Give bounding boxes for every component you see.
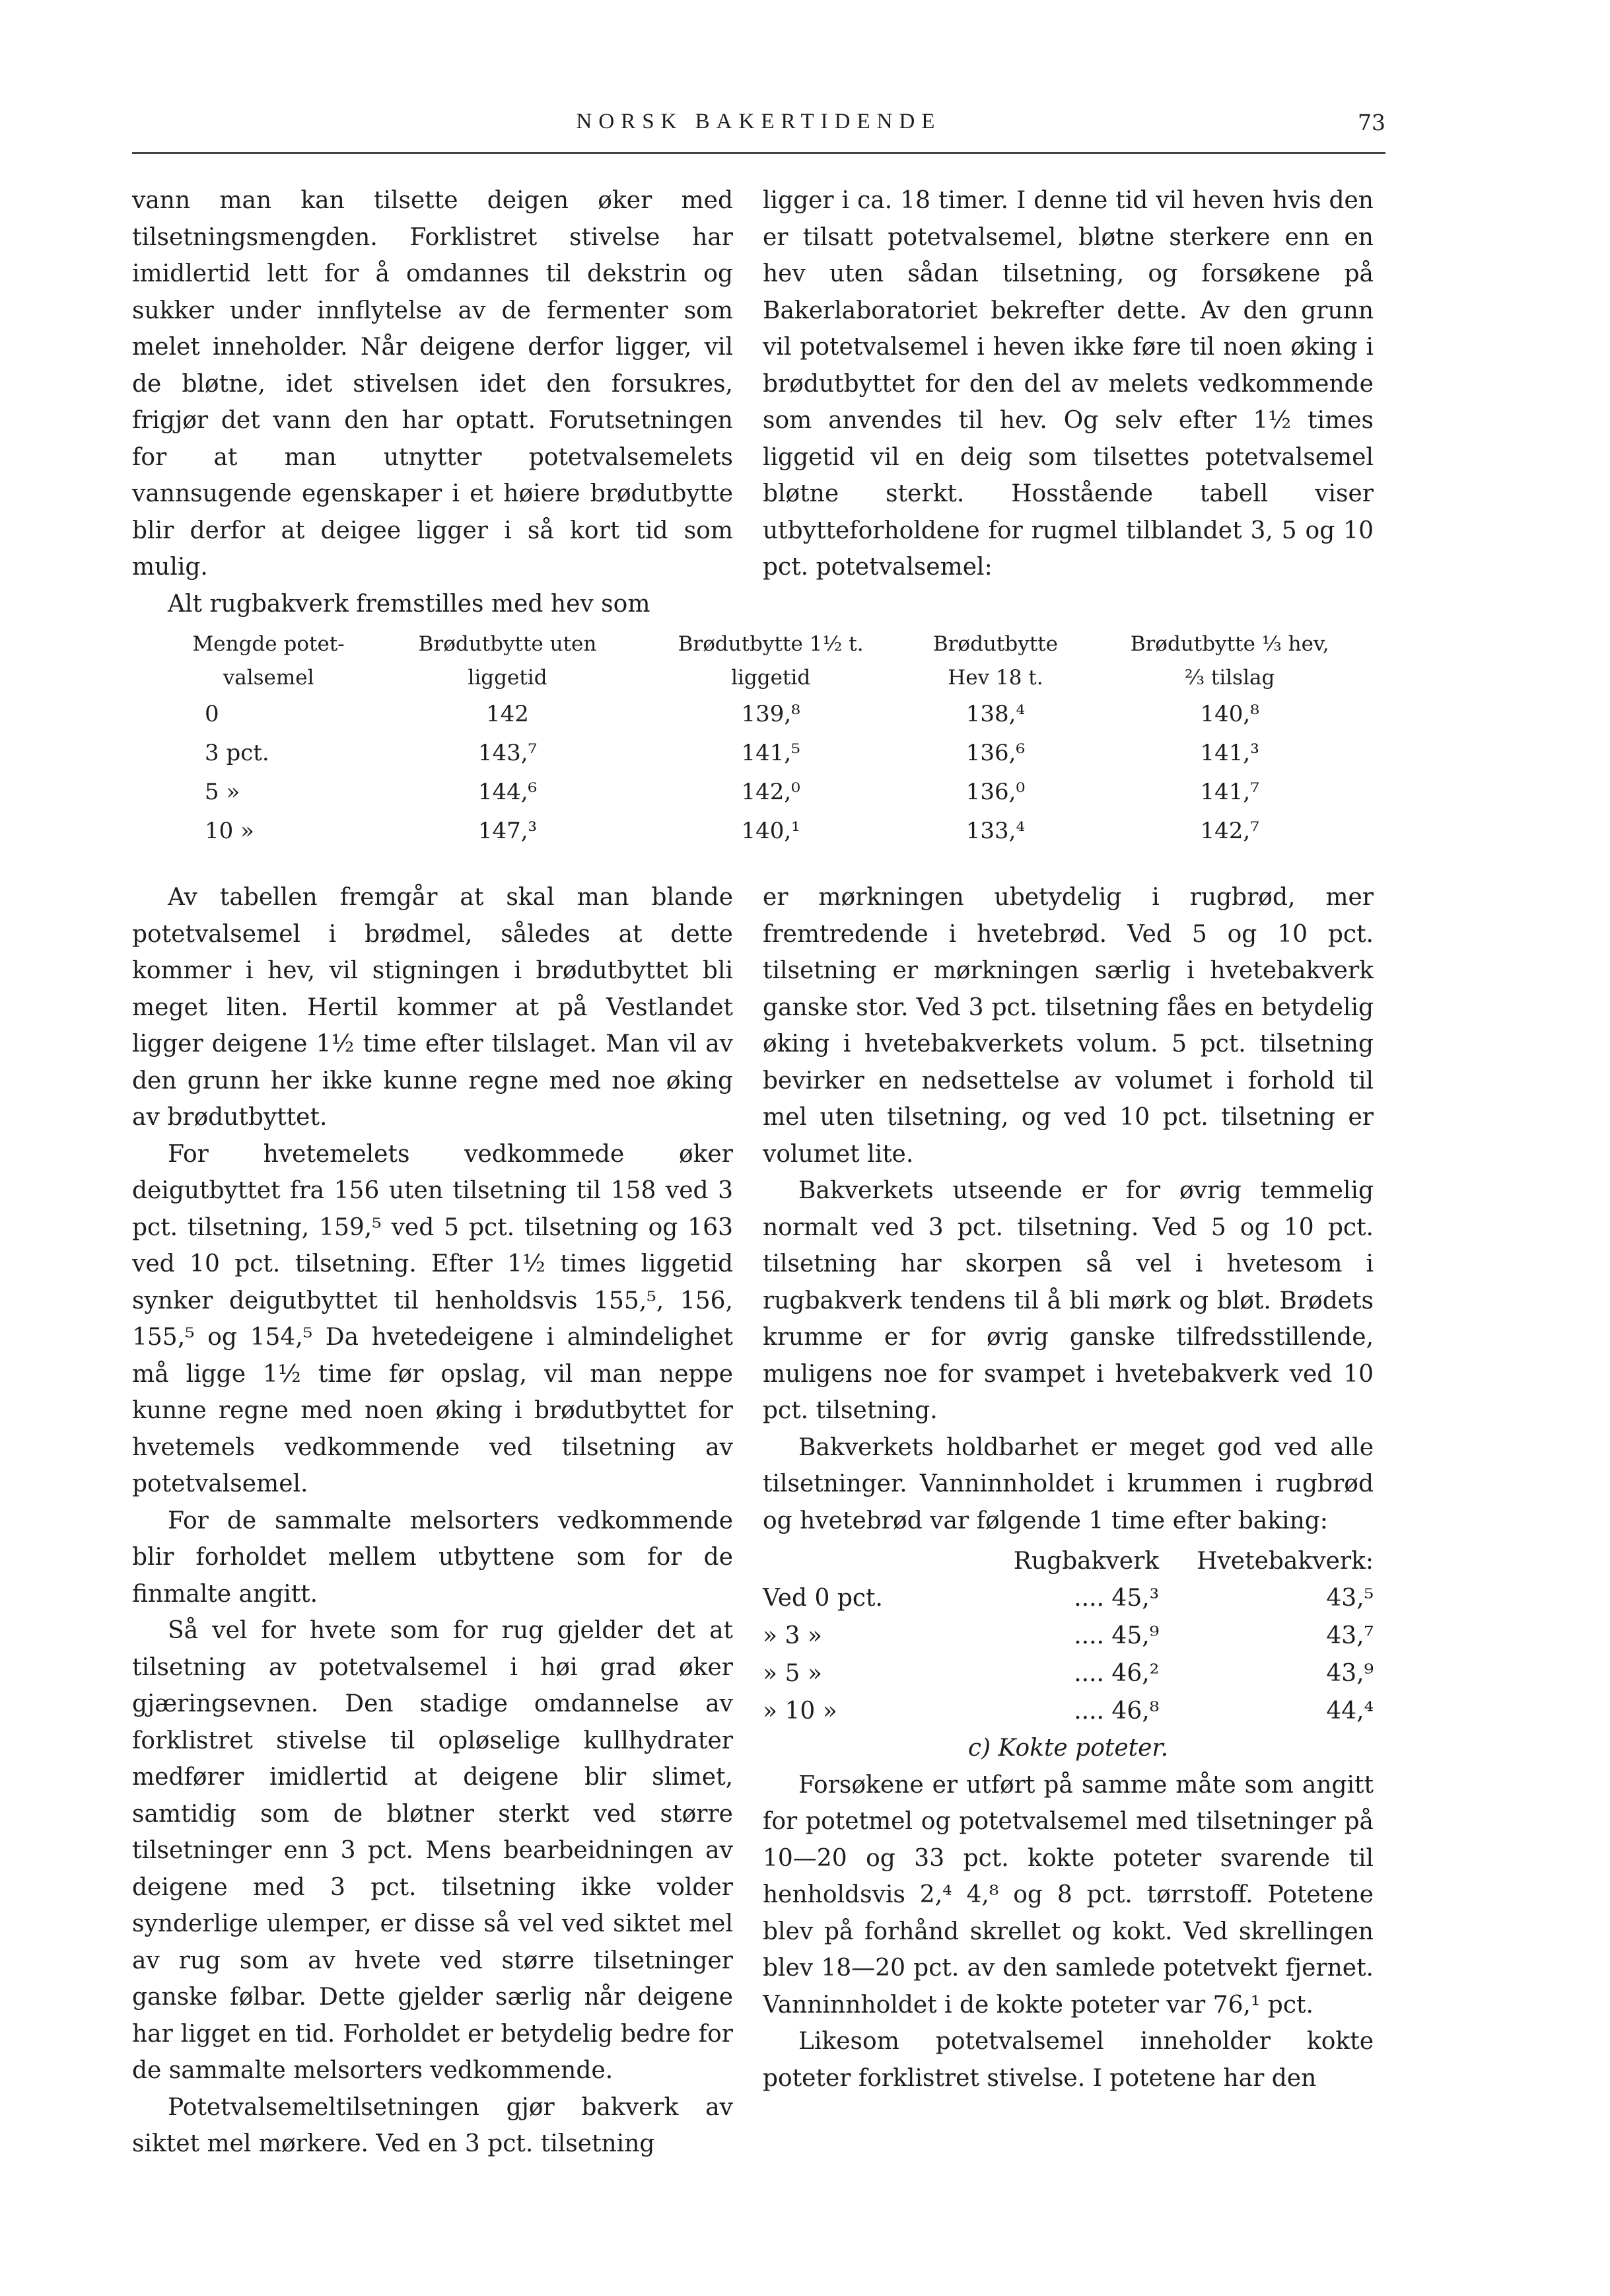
table-cell: 10 » <box>205 818 254 844</box>
table-header-row <box>158 628 1374 661</box>
header-cell: Hev 18 t. <box>948 666 1043 690</box>
table-cell: 136,⁰ <box>965 779 1026 805</box>
running-title: NORSK BAKERTIDENDE <box>576 110 942 133</box>
paragraph: Forsøkene er utført på samme måte som angitt for potetmel og potetvalsemel med tilsetninger på 10—20 og 33 pct. kokte poteter svarende til henholdsvis 2,⁴ 4,⁸ og 8 pct. tørrstoff. Potetene blev på forhånd skrellet og kokt. Ved skrellingen blev 18—20 pct. av den samlede potetvekt fjernet. Vanninnholdet i de kokte poteter var 76,¹ pct. <box>763 1771 1374 2019</box>
table-row <box>158 773 1374 812</box>
left-column-bottom <box>132 879 733 2163</box>
table-cell: 138,⁴ <box>965 701 1026 727</box>
right-column-bottom <box>763 879 1374 2097</box>
table-cell: .... 45,⁹ <box>1074 1622 1160 1649</box>
right-column-top <box>763 182 1374 586</box>
paragraph: Bakverkets utseende er for øvrig temmelig normalt ved 3 pct. tilsetning. Ved 5 og 10 pct. tilsetning har skorpen så vel i hvetesom i rugbakverk tendens til å bli mørk og bløt. Brødets krumme er for øvrig ganske tilfredsstillende, muligens noe for svampet i hvetebakverk ved 10 pct. tilsetning. <box>763 1177 1374 1424</box>
table-cell: 144,⁶ <box>477 779 538 805</box>
paragraph: Bakverkets holdbarhet er meget god ved alle tilsetninger. Vanninnholdet i krummen i rugbrød og hvetebrød var følgende 1 time efter baking: <box>763 1433 1374 1534</box>
water-content-table <box>763 1543 1374 1730</box>
table-cell: 143,⁷ <box>477 740 538 766</box>
table-cell: 43,⁹ <box>1326 1660 1374 1687</box>
table-row <box>763 1617 1374 1655</box>
left-column-top <box>132 182 733 622</box>
paragraph: Alt rugbakverk fremstilles med hev som <box>168 590 650 618</box>
table-cell: 140,¹ <box>741 818 800 844</box>
paragraph: For de sammalte melsorters vedkommende blir forholdet mellem utbyttene som for de finmalte angitt. <box>132 1507 733 1608</box>
header-cell: Brødutbytte uten <box>418 632 597 656</box>
header-cell: ⅔ tilslag <box>1184 666 1275 690</box>
table-cell: 141,⁷ <box>1200 779 1259 805</box>
header-cell: liggetid <box>468 666 547 690</box>
header-cell: Brødutbytte <box>932 632 1058 656</box>
header-cell: Rugbakverk <box>1013 1548 1160 1575</box>
table-cell: .... 46,⁸ <box>1074 1698 1160 1725</box>
section-heading: c) Kokte poteter. <box>967 1735 1169 1762</box>
page-header <box>132 110 1385 154</box>
header-cell: Mengde potet- <box>192 632 345 656</box>
table-cell: 43,⁷ <box>1326 1622 1374 1649</box>
table-cell: 140,⁸ <box>1200 701 1259 727</box>
paragraph: Så vel for hvete som for rug gjelder det at tilsetning av potetvalsemel i høi grad øker gjæringsevnen. Den stadige omdannelse av forklistret stivelse til opløselige kullhydrater medfører imidlertid at deigene blir slimet, samtidig som de bløtner sterkt ved større tilsetninger enn 3 pct. Mens bearbeidningen av deigene med 3 pct. tilsetning ikke volder synderlige ulemper, er disse så vel ved siktet mel av rug som av hvete ved større tilsetninger ganske følbar. Dette gjelder særlig når deigene har ligget en tid. Forholdet er betydelig bedre for de sammalte melsorters vedkommende. <box>132 1617 733 2084</box>
table-cell: » 10 » <box>763 1698 837 1725</box>
table-cell: 133,⁴ <box>965 818 1026 844</box>
table-header-row <box>763 1543 1374 1579</box>
table-row <box>763 1579 1374 1617</box>
header-cell <box>763 1543 983 1579</box>
table-cell: » 3 » <box>763 1622 822 1649</box>
header-cell: liggetid <box>731 666 811 690</box>
yield-table <box>158 628 1374 851</box>
header-cell: Brødutbytte 1½ t. <box>678 632 864 656</box>
paragraph: Av tabellen fremgår at skal man blande potetvalsemel i brødmel, således at dette kommer i hev, vil stigningen i brødutbyttet bli meget liten. Hertil kommer at på Vestlandet ligger deigene 1½ time efter tilslaget. Man vil av den grunn her ikke kunne regne med noe øking av brødutbyttet. <box>132 884 733 1131</box>
table-cell: 0 <box>205 701 219 727</box>
table-cell: 141,³ <box>1200 740 1259 766</box>
page-number: 73 <box>1358 110 1385 135</box>
table-cell: 142,⁷ <box>1200 818 1259 844</box>
table-row <box>158 734 1374 773</box>
table-cell: 142 <box>486 701 529 727</box>
table-cell: 3 pct. <box>205 740 269 766</box>
table-cell: Ved 0 pct. <box>763 1585 883 1612</box>
paragraph: er mørkningen ubetydelig i rugbrød, mer fremtredende i hvetebrød. Ved 5 og 10 pct. tilsetning er mørkningen særlig i hvetebakverk ganske stor. Ved 3 pct. tilsetning fåes en betydelig øking i hvetebakverkets volum. 5 pct. tilsetning bevirker en nedsettelse av volumet i forhold til mel uten tilsetning, og ved 10 pct. tilsetning er volumet lite. <box>763 884 1374 1168</box>
table-row <box>763 1655 1374 1692</box>
header-cell: Hvetebakverk: <box>1197 1548 1374 1575</box>
table-cell: » 5 » <box>763 1660 822 1687</box>
table-row <box>158 695 1374 734</box>
header-cell: Brødutbytte ⅓ hev, <box>1130 632 1329 656</box>
table-cell: .... 46,² <box>1074 1660 1160 1687</box>
table-row <box>158 812 1374 851</box>
table-cell: 147,³ <box>477 818 538 844</box>
table-row <box>763 1692 1374 1730</box>
table-cell: 5 » <box>205 779 240 805</box>
paragraph: For hvetemelets vedkommede øker deigutbyttet fra 156 uten tilsetning til 158 ved 3 pct. tilsetning, 159,⁵ ved 5 pct. tilsetning og 163 ved 10 pct. tilsetning. Efter 1½ times liggetid synker deigutbyttet til henholdsvis 155,⁵, 156, 155,⁵ og 154,⁵ Da hvetedeigene i almindelighet må ligge 1½ time før opslag, vil man neppe kunne regne med noen øking i brødutbyttet for hvetemels vedkommende ved tilsetning av potetvalsemel. <box>132 1140 733 1497</box>
paragraph: Likesom potetvalsemel inneholder kokte poteter forklistret stivelse. I potetene har den <box>763 2028 1374 2092</box>
table-cell: .... 45,³ <box>1074 1585 1160 1612</box>
table-cell: 142,⁰ <box>741 779 800 805</box>
table-cell: 136,⁶ <box>965 740 1026 766</box>
table-cell: 141,⁵ <box>741 740 800 766</box>
header-cell: valsemel <box>223 666 314 690</box>
table-header-row <box>158 661 1374 695</box>
paragraph: Potetvalsemeltilsetningen gjør bakverk av siktet mel mørkere. Ved en 3 pct. tilsetning <box>132 2093 733 2157</box>
paragraph: vann man kan tilsette deigen øker med tilsetningsmengden. Forklistret stivelse har imidlertid lett for å omdannes til dekstrin og sukker under innflytelse av de fermenter som melet inneholder. Når deigene derfor ligger, vil de bløtne, idet stivelsen idet den forsukres, frigjør det vann den har optatt. Forutsetningen for at man utnytter potetvalsemelets vannsugende egenskaper i et høiere brødutbytte blir derfor at deigee ligger i så kort tid som mulig. <box>132 187 733 581</box>
table-cell: 43,⁵ <box>1326 1585 1374 1612</box>
paragraph: ligger i ca. 18 timer. I denne tid vil heven hvis den er tilsatt potetvalsemel, bløtne sterkere enn en hev uten sådan tilsetning, og forsøkene på Bakerlaboratoriet bekrefter dette. Av den grunn vil potetvalsemel i heven ikke føre til noen øking i brødutbyttet for den del av melets vedkommende som anvendes til hev. Og selv efter 1½ times liggetid vil en deig som tilsettes potetvalsemel bløtne sterkt. Hosstående tabell viser utbytteforholdene for rugmel tilblandet 3, 5 og 10 pct. potetvalsemel: <box>763 187 1374 581</box>
table-cell: 139,⁸ <box>741 701 800 727</box>
table-cell: 44,⁴ <box>1326 1698 1374 1725</box>
